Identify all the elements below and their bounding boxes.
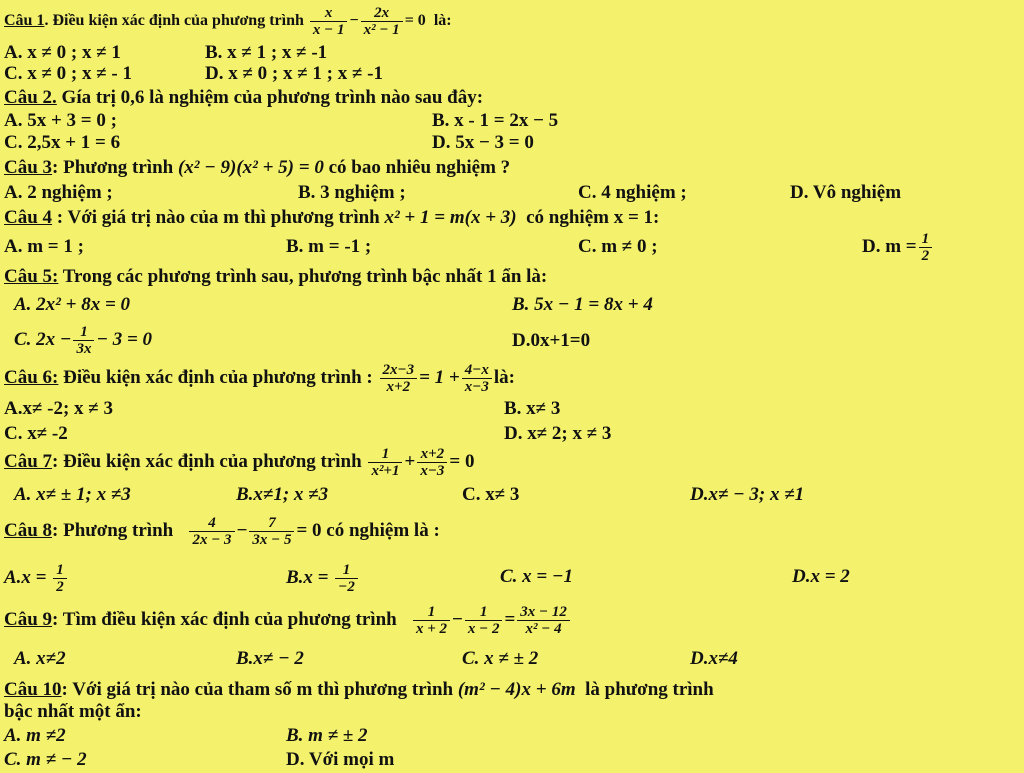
question-4-label: Câu 4: [4, 207, 53, 228]
question-10-expression: (m² − 4)x + 6m: [457, 679, 576, 700]
question-9-option-a: A. x≠2: [14, 648, 66, 669]
question-8-fraction-2: $\frac{7}{3x - 5}$: [249, 515, 294, 548]
question-8-option-d: D.x = 2: [792, 566, 850, 587]
question-5-option-c: C. 2x − $\frac{1}{3x}$ − 3 = 0: [14, 324, 153, 357]
question-6-option-a: A.x≠ -2; x ≠ 3: [4, 398, 113, 419]
question-7-option-b: B.x≠1; x ≠3: [236, 484, 329, 505]
question-5: Câu 5: Trong các phương trình sau, phương trình bậc nhất 1 ẩn là:: [4, 266, 548, 287]
question-3-option-d: D. Vô nghiệm: [790, 182, 902, 203]
question-4: Câu 4 : Với giá trị nào của m thì phương trình x² + 1 = m(x + 3) có nghiệm x = 1:: [4, 207, 660, 228]
question-9-label: Câu 9: [4, 608, 53, 630]
question-3-option-b: B. 3 nghiệm ;: [298, 182, 406, 203]
question-7: Câu 7: Điều kiện xác định của phương trình $\frac{1}{\text{x²+1}}$ + $\frac{x+2}{x-3}$ = 0: [4, 446, 475, 479]
question-6-fraction-2: $\frac{4-x}{x-3}$: [462, 362, 492, 395]
question-3-option-a: A. 2 nghiệm ;: [4, 182, 113, 203]
question-8-fraction-1: $\frac{4}{2x - 3}$: [189, 515, 234, 548]
question-4-equation: x² + 1 = m(x + 3): [384, 207, 517, 228]
question-1-label: Câu 1: [4, 12, 45, 30]
question-7-option-a: A. x≠ ± 1; x ≠3: [14, 484, 131, 505]
question-5-label: Câu 5:: [4, 266, 59, 287]
question-7-fraction-1: $\frac{1}{\text{x²+1}}$: [368, 446, 402, 479]
question-8-label: Câu 8: [4, 519, 53, 541]
question-2-option-c: C. 2,5x + 1 = 6: [4, 132, 121, 153]
question-1-option-b: B. x ≠ 1 ; x ≠ -1: [205, 42, 328, 63]
question-3: Câu 3: Phương trình (x² − 9)(x² + 5) = 0 có bao nhiêu nghiệm ?: [4, 157, 511, 178]
question-7-option-d: D.x≠ − 3; x ≠1: [690, 484, 805, 505]
question-3-label: Câu 3: [4, 157, 53, 178]
question-1-option-d: D. x ≠ 0 ; x ≠ 1 ; x ≠ -1: [205, 63, 383, 84]
question-5-option-d: D.0x+1=0: [512, 330, 591, 351]
question-1: Câu 1. Điều kiện xác định của phương trình $\frac{x}{x - 1}$ − $\frac{2x}{\text{x² − 1}}$ = 0 là:: [4, 5, 452, 38]
question-10-continuation: bậc nhất một ẩn:: [4, 701, 142, 722]
question-8-option-a: A.x = $\frac{1}{2}$: [4, 562, 69, 595]
question-6-label: Câu 6:: [4, 366, 59, 388]
question-1-option-a: A. x ≠ 0 ; x ≠ 1: [4, 42, 121, 63]
question-5-option-b: B. 5x − 1 = 8x + 4: [512, 294, 653, 315]
question-2: Câu 2. Gía trị 0,6 là nghiệm của phương trình nào sau đây:: [4, 87, 484, 108]
question-8: Câu 8: Phương trình $\frac{4}{2x - 3}$ − $\frac{7}{3x - 5}$ = 0 có nghiệm là :: [4, 515, 440, 548]
question-5-option-a: A. 2x² + 8x = 0: [14, 294, 131, 315]
question-2-option-b: B. x - 1 = 2x − 5: [432, 110, 559, 131]
question-6-option-b: B. x≠ 3: [504, 398, 561, 419]
question-2-label: Câu 2.: [4, 87, 57, 108]
question-9-option-c: C. x ≠ ± 2: [462, 648, 539, 669]
question-7-label: Câu 7: [4, 450, 53, 472]
question-7-fraction-2: $\frac{x+2}{x-3}$: [417, 446, 447, 479]
question-1-fraction-1: $\frac{x}{x - 1}$: [310, 5, 348, 38]
question-6-option-c: C. x≠ -2: [4, 423, 68, 444]
question-4-option-d: D. m = $\frac{1}{2}$: [862, 231, 934, 264]
question-8-option-b: B.x = $\frac{1}{-2}$: [286, 562, 360, 595]
question-10-option-d: D. Với mọi m: [286, 749, 395, 770]
question-5-option-c-fraction: $\frac{1}{3x}$: [73, 324, 94, 357]
question-4-option-b: B. m = -1 ;: [286, 236, 372, 257]
question-9-fraction-1: $\frac{1}{x + 2}$: [413, 604, 450, 637]
question-2-option-a: A. 5x + 3 = 0 ;: [4, 110, 117, 131]
question-10-label: Câu 10: [4, 679, 62, 700]
question-9-fraction-2: $\frac{1}{x - 2}$: [465, 604, 503, 637]
question-10-option-b: B. m ≠ ± 2: [286, 725, 368, 746]
question-2-option-d: D. 5x − 3 = 0: [432, 132, 534, 153]
question-9-option-b: B.x≠ − 2: [236, 648, 304, 669]
question-8-option-c: C. x = −1: [500, 566, 574, 587]
question-7-option-c: C. x≠ 3: [462, 484, 520, 505]
question-3-option-c: C. 4 nghiệm ;: [578, 182, 687, 203]
question-3-equation: (x² − 9)(x² + 5) = 0: [177, 157, 324, 178]
question-4-option-d-fraction: $\frac{1}{2}$: [919, 231, 933, 264]
question-1-fraction-2: $\frac{2x}{\text{x² − 1}}$: [361, 5, 403, 38]
question-10: Câu 10: Với giá trị nào của tham số m thì phương trình (m² − 4)x + 6m là phương trình: [4, 679, 714, 700]
question-6-option-d: D. x≠ 2; x ≠ 3: [504, 423, 612, 444]
question-1-option-c: C. x ≠ 0 ; x ≠ - 1: [4, 63, 132, 84]
question-6: Câu 6: Điều kiện xác định của phương trình : $\frac{2x-3}{x+2}$ = 1 + $\frac{4-x}{x-3}$ là:: [4, 362, 515, 395]
question-9-fraction-3: $\frac{3x - 12}{\text{x² − 4}}$: [517, 604, 570, 637]
question-6-fraction-1: $\frac{2x-3}{x+2}$: [380, 362, 418, 395]
question-10-option-a: A. m ≠2: [4, 725, 66, 746]
question-10-option-c: C. m ≠ − 2: [4, 749, 87, 770]
question-9: Câu 9: Tìm điều kiện xác định của phương trình $\frac{1}{x + 2}$ − $\frac{1}{x - 2}$ = $\frac{3x - 12}{\text{x² − 4}}$: [4, 604, 572, 637]
question-4-option-c: C. m ≠ 0 ;: [578, 236, 658, 257]
question-4-option-a: A. m = 1 ;: [4, 236, 84, 257]
question-9-option-d: D.x≠4: [690, 648, 738, 669]
